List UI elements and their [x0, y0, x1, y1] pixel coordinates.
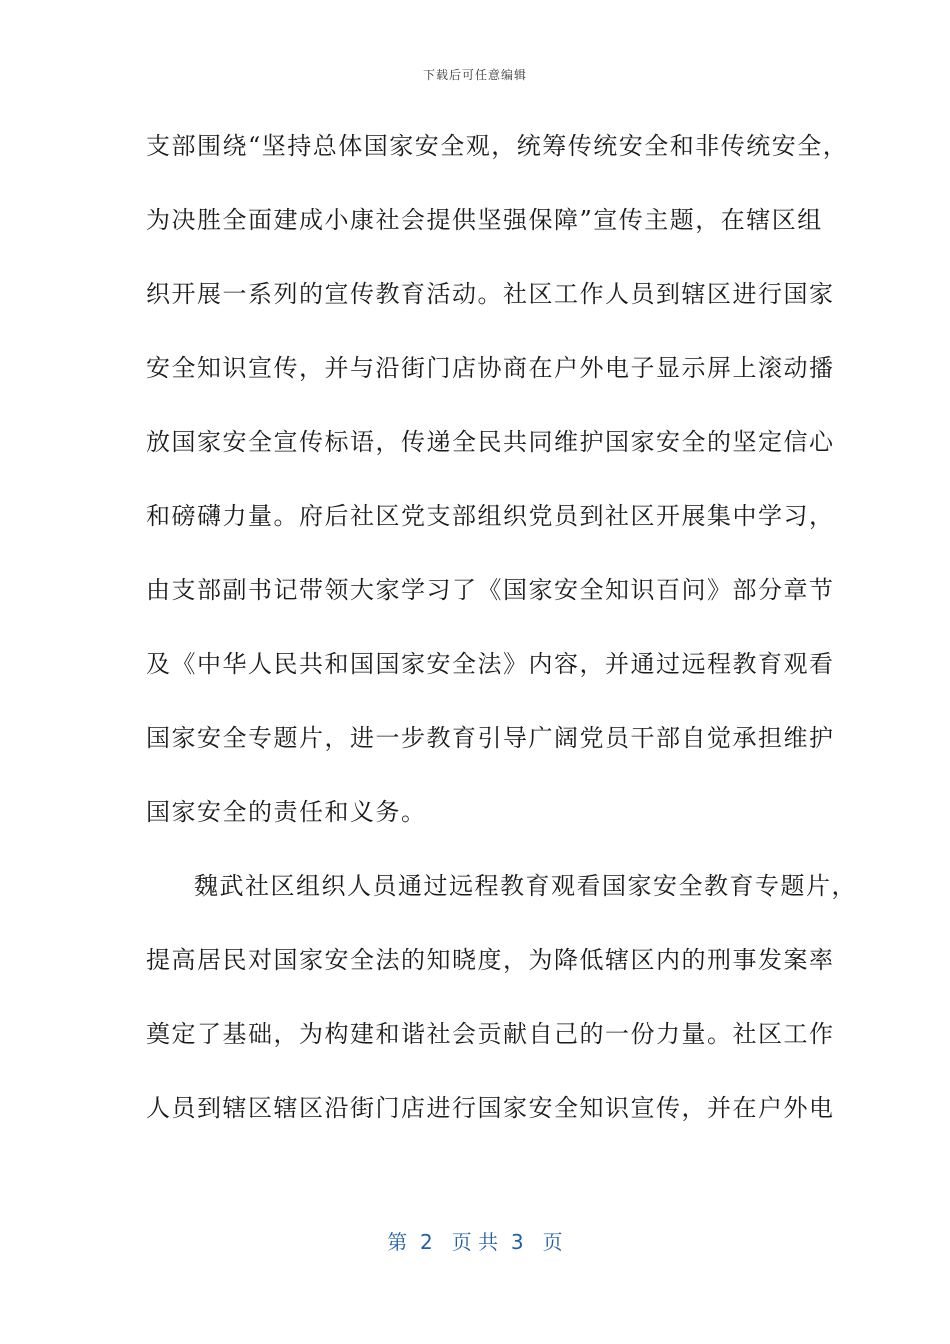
text-line: 国家安全的责任和义务。	[146, 798, 427, 826]
header-note: 下载后可任意编辑	[422, 68, 527, 82]
text-line: 支部围绕“坚持总体国家安全观，统筹传统安全和非传统安全，	[146, 132, 849, 160]
text-line: 和磅礴力量。府后社区党支部组织党员到社区开展集中学习，	[146, 502, 835, 530]
text-line: 放国家安全宣传标语，传递全民共同维护国家安全的坚定信心	[146, 428, 835, 456]
document-body	[146, 120, 857, 1156]
page-footer: 第 2 页 共 3 页	[387, 1230, 563, 1254]
text-line: 由支部副书记带领大家学习了《国家安全知识百问》部分章节	[146, 576, 835, 604]
text-line: 织开展一系列的宣传教育活动。社区工作人员到辖区进行国家	[146, 280, 835, 308]
text-line: 及《中华人民共和国国家安全法》内容，并通过远程教育观看	[146, 650, 835, 678]
paragraph-2	[146, 860, 857, 1156]
text-line: 人员到辖区辖区沿街门店进行国家安全知识宣传，并在户外电	[146, 1094, 835, 1122]
text-line: 魏武社区组织人员通过远程教育观看国家安全教育专题片，	[194, 872, 857, 900]
text-line: 提高居民对国家安全法的知晓度，为降低辖区内的刑事发案率	[146, 946, 835, 974]
text-line: 为决胜全面建成小康社会提供坚强保障”宣传主题，在辖区组	[146, 206, 823, 234]
text-line: 奠定了基础，为构建和谐社会贡献自己的一份力量。社区工作	[146, 1020, 835, 1048]
paragraph-1	[146, 120, 849, 860]
text-line: 安全知识宣传，并与沿街门店协商在户外电子显示屏上滚动播	[146, 354, 835, 382]
text-line: 国家安全专题片，进一步教育引导广阔党员干部自觉承担维护	[146, 724, 835, 752]
